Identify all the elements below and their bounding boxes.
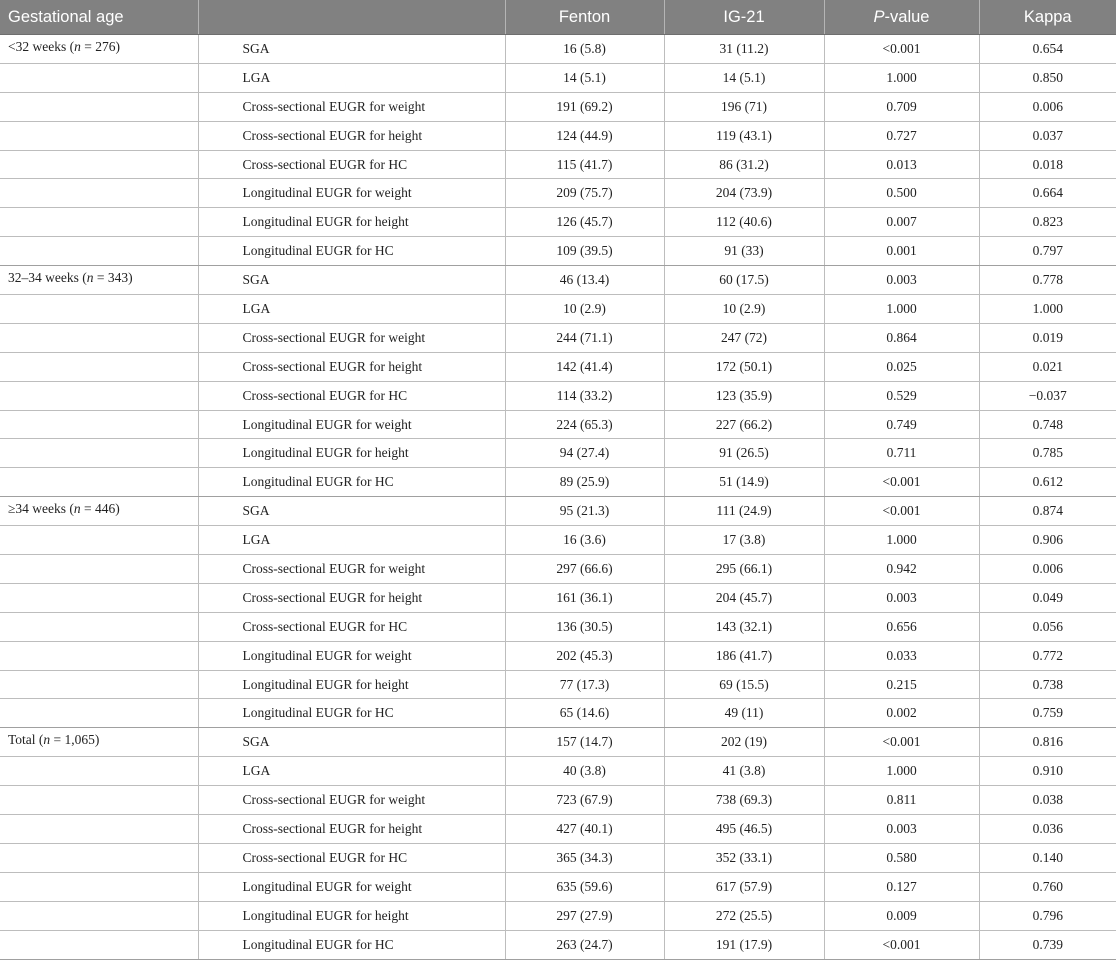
group-label-prefix: ≥34 weeks ( [8,501,74,517]
fenton-value-cell: 89 (25.9) [505,468,664,497]
p-value-cell: 0.711 [824,439,979,468]
measure-cell: LGA [198,757,505,786]
kappa-value-cell: 0.140 [979,843,1116,872]
fenton-value-cell: 16 (3.6) [505,526,664,555]
fenton-value-cell: 46 (13.4) [505,266,664,295]
table-row [0,728,1116,757]
fenton-value-cell: 297 (66.6) [505,555,664,584]
kappa-value-cell: 0.738 [979,670,1116,699]
table-row [0,295,1116,324]
measure-cell: Cross-sectional EUGR for height [198,583,505,612]
kappa-value-cell: 0.823 [979,208,1116,237]
ig21-value-cell: 186 (41.7) [664,641,824,670]
measure-cell: SGA [198,266,505,295]
table-row [0,323,1116,352]
fenton-value-cell: 723 (67.9) [505,786,664,815]
kappa-value-cell: 0.850 [979,63,1116,92]
table-row [0,583,1116,612]
group-label-cell [0,410,198,439]
fenton-value-cell: 124 (44.9) [505,121,664,150]
ig21-value-cell: 10 (2.9) [664,295,824,324]
header-measure [198,0,505,35]
measure-cell: LGA [198,63,505,92]
table-body [0,35,1116,960]
table-row [0,670,1116,699]
ig21-value-cell: 295 (66.1) [664,555,824,584]
group-label-cell [0,757,198,786]
group-label-cell [0,872,198,901]
measure-cell: Longitudinal EUGR for weight [198,641,505,670]
table-row [0,555,1116,584]
group-label-cell [0,352,198,381]
measure-cell: Longitudinal EUGR for height [198,439,505,468]
ig21-value-cell: 617 (57.9) [664,872,824,901]
group-label-cell [0,266,198,295]
header-row [0,0,1116,35]
group-label-cell [0,930,198,959]
group-label-n: n [86,270,94,286]
fenton-value-cell: 10 (2.9) [505,295,664,324]
p-value-cell: 0.864 [824,323,979,352]
fenton-value-cell: 94 (27.4) [505,439,664,468]
kappa-value-cell: 0.816 [979,728,1116,757]
group-label-cell [0,641,198,670]
fenton-value-cell: 65 (14.6) [505,699,664,728]
kappa-value-cell: 0.664 [979,179,1116,208]
measure-cell: LGA [198,295,505,324]
group-label-cell [0,381,198,410]
ig21-value-cell: 738 (69.3) [664,786,824,815]
p-value-cell: 0.003 [824,815,979,844]
table-header [0,0,1116,35]
kappa-value-cell: 0.036 [979,815,1116,844]
group-label-prefix: 32–34 weeks ( [8,270,87,286]
group-label-cell [0,63,198,92]
group-label-cell [0,815,198,844]
ig21-value-cell: 172 (50.1) [664,352,824,381]
ig21-value-cell: 143 (32.1) [664,612,824,641]
header-p-italic: P [873,7,885,26]
table-row [0,526,1116,555]
ig21-value-cell: 111 (24.9) [664,497,824,526]
fenton-value-cell: 142 (41.4) [505,352,664,381]
ig21-value-cell: 272 (25.5) [664,901,824,930]
kappa-value-cell: −0.037 [979,381,1116,410]
table-row [0,699,1116,728]
ig21-value-cell: 202 (19) [664,728,824,757]
table-row [0,237,1116,266]
kappa-value-cell: 0.654 [979,35,1116,64]
ig21-value-cell: 60 (17.5) [664,266,824,295]
kappa-value-cell: 0.006 [979,92,1116,121]
fenton-value-cell: 297 (27.9) [505,901,664,930]
fenton-value-cell: 77 (17.3) [505,670,664,699]
p-value-cell: 0.709 [824,92,979,121]
fenton-value-cell: 224 (65.3) [505,410,664,439]
p-value-cell: <0.001 [824,497,979,526]
measure-cell: Cross-sectional EUGR for height [198,815,505,844]
fenton-value-cell: 191 (69.2) [505,92,664,121]
table-row [0,468,1116,497]
fenton-value-cell: 126 (45.7) [505,208,664,237]
fenton-value-cell: 16 (5.8) [505,35,664,64]
ig21-value-cell: 91 (26.5) [664,439,824,468]
p-value-cell: <0.001 [824,728,979,757]
p-value-cell: 0.749 [824,410,979,439]
fenton-value-cell: 115 (41.7) [505,150,664,179]
ig21-value-cell: 112 (40.6) [664,208,824,237]
measure-cell: Longitudinal EUGR for weight [198,410,505,439]
p-value-cell: 0.811 [824,786,979,815]
table-row [0,497,1116,526]
header-gestational-age: Gestational age [0,0,198,35]
ig21-value-cell: 91 (33) [664,237,824,266]
p-value-cell: 0.002 [824,699,979,728]
p-value-cell: 0.215 [824,670,979,699]
measure-cell: Cross-sectional EUGR for height [198,352,505,381]
group-label-cell [0,35,198,64]
kappa-value-cell: 0.874 [979,497,1116,526]
fenton-value-cell: 114 (33.2) [505,381,664,410]
group-label-cell [0,843,198,872]
kappa-value-cell: 0.006 [979,555,1116,584]
p-value-cell: 0.003 [824,583,979,612]
kappa-value-cell: 0.910 [979,757,1116,786]
group-label-suffix: = 1,065) [50,732,100,748]
p-value-cell: 1.000 [824,295,979,324]
fenton-value-cell: 40 (3.8) [505,757,664,786]
measure-cell: Longitudinal EUGR for HC [198,699,505,728]
kappa-value-cell: 0.760 [979,872,1116,901]
measure-cell: Longitudinal EUGR for weight [198,179,505,208]
table-row [0,612,1116,641]
group-label-cell [0,150,198,179]
kappa-value-cell: 0.759 [979,699,1116,728]
ig21-value-cell: 123 (35.9) [664,381,824,410]
ig21-value-cell: 31 (11.2) [664,35,824,64]
kappa-value-cell: 0.739 [979,930,1116,959]
header-p-value [824,0,979,35]
group-label-cell [0,323,198,352]
kappa-value-cell: 0.778 [979,266,1116,295]
measure-cell: Longitudinal EUGR for height [198,901,505,930]
group-label-n: n [74,39,81,54]
ig21-value-cell: 196 (71) [664,92,824,121]
table-row [0,757,1116,786]
group-label-cell [0,497,198,526]
table-row [0,266,1116,295]
p-value-cell: 1.000 [824,526,979,555]
group-label-suffix: = 446) [80,501,120,517]
p-value-cell: 0.127 [824,872,979,901]
p-value-cell: <0.001 [824,930,979,959]
table-row [0,786,1116,815]
table-row [0,843,1116,872]
table-row [0,410,1116,439]
p-value-cell: 0.500 [824,179,979,208]
measure-cell: Longitudinal EUGR for HC [198,468,505,497]
p-value-cell: 1.000 [824,757,979,786]
kappa-value-cell: 0.748 [979,410,1116,439]
p-value-cell: 0.001 [824,237,979,266]
group-label-n: n [73,501,81,517]
header-ig21: IG-21 [664,0,824,35]
ig21-value-cell: 191 (17.9) [664,930,824,959]
ig21-value-cell: 119 (43.1) [664,121,824,150]
measure-cell: Cross-sectional EUGR for HC [198,150,505,179]
ig21-value-cell: 17 (3.8) [664,526,824,555]
measure-cell: SGA [198,728,505,757]
p-value-cell: 0.025 [824,352,979,381]
kappa-value-cell: 0.021 [979,352,1116,381]
group-label-cell [0,786,198,815]
measure-cell: SGA [198,497,505,526]
group-label-cell [0,901,198,930]
measure-cell: Cross-sectional EUGR for weight [198,786,505,815]
kappa-value-cell: 0.797 [979,237,1116,266]
group-label-cell [0,237,198,266]
p-value-cell: 0.033 [824,641,979,670]
fenton-value-cell: 244 (71.1) [505,323,664,352]
group-label-prefix: <32 weeks ( [8,39,75,54]
fenton-value-cell: 263 (24.7) [505,930,664,959]
ig21-value-cell: 495 (46.5) [664,815,824,844]
p-value-cell: 0.942 [824,555,979,584]
p-value-cell: <0.001 [824,468,979,497]
table-row [0,208,1116,237]
p-value-cell: 0.009 [824,901,979,930]
header-fenton: Fenton [505,0,664,35]
table-row [0,815,1116,844]
table-row [0,439,1116,468]
kappa-value-cell: 0.772 [979,641,1116,670]
table-row [0,901,1116,930]
kappa-value-cell: 1.000 [979,295,1116,324]
measure-cell: Longitudinal EUGR for height [198,208,505,237]
table-row [0,352,1116,381]
p-value-cell: 0.529 [824,381,979,410]
table-row [0,63,1116,92]
group-label-cell [0,468,198,497]
measure-cell: Cross-sectional EUGR for HC [198,843,505,872]
group-label-cell [0,208,198,237]
measure-cell: Cross-sectional EUGR for weight [198,323,505,352]
ig21-value-cell: 204 (73.9) [664,179,824,208]
ig21-value-cell: 352 (33.1) [664,843,824,872]
fenton-value-cell: 161 (36.1) [505,583,664,612]
fenton-value-cell: 427 (40.1) [505,815,664,844]
fenton-value-cell: 136 (30.5) [505,612,664,641]
table-row [0,179,1116,208]
kappa-value-cell: 0.796 [979,901,1116,930]
fenton-value-cell: 635 (59.6) [505,872,664,901]
group-label-suffix: = 276) [80,39,120,54]
ig21-value-cell: 86 (31.2) [664,150,824,179]
fenton-value-cell: 202 (45.3) [505,641,664,670]
fenton-value-cell: 109 (39.5) [505,237,664,266]
ig21-value-cell: 69 (15.5) [664,670,824,699]
ig21-value-cell: 49 (11) [664,699,824,728]
measure-cell: Cross-sectional EUGR for HC [198,612,505,641]
group-label-cell [0,121,198,150]
kappa-value-cell: 0.019 [979,323,1116,352]
table-row [0,92,1116,121]
ig21-value-cell: 227 (66.2) [664,410,824,439]
measure-cell: SGA [198,35,505,64]
group-label-cell [0,728,198,757]
table-row [0,150,1116,179]
header-kappa: Kappa [979,0,1116,35]
p-value-cell: 0.656 [824,612,979,641]
group-label-cell [0,439,198,468]
ig21-value-cell: 204 (45.7) [664,583,824,612]
group-label-cell [0,699,198,728]
fenton-value-cell: 157 (14.7) [505,728,664,757]
group-label-cell [0,179,198,208]
measure-cell: Longitudinal EUGR for height [198,670,505,699]
measure-cell: Longitudinal EUGR for HC [198,237,505,266]
measure-cell: Longitudinal EUGR for weight [198,872,505,901]
p-value-cell: 0.727 [824,121,979,150]
ig21-value-cell: 41 (3.8) [664,757,824,786]
p-value-cell: <0.001 [824,35,979,64]
fenton-value-cell: 95 (21.3) [505,497,664,526]
kappa-value-cell: 0.018 [979,150,1116,179]
measure-cell: Cross-sectional EUGR for weight [198,92,505,121]
measure-cell: LGA [198,526,505,555]
measure-cell: Longitudinal EUGR for HC [198,930,505,959]
p-value-cell: 0.580 [824,843,979,872]
measure-cell: Cross-sectional EUGR for weight [198,555,505,584]
kappa-value-cell: 0.049 [979,583,1116,612]
group-label-cell [0,555,198,584]
kappa-value-cell: 0.906 [979,526,1116,555]
group-label-cell [0,92,198,121]
kappa-value-cell: 0.785 [979,439,1116,468]
table-row [0,121,1116,150]
p-value-cell: 0.003 [824,266,979,295]
group-label-cell [0,612,198,641]
group-label-cell [0,583,198,612]
p-value-cell: 0.013 [824,150,979,179]
ig21-value-cell: 247 (72) [664,323,824,352]
measure-cell: Cross-sectional EUGR for HC [198,381,505,410]
group-label-cell [0,526,198,555]
group-label-prefix: Total ( [8,732,44,748]
table-row [0,872,1116,901]
kappa-value-cell: 0.612 [979,468,1116,497]
group-label-cell [0,295,198,324]
ig21-value-cell: 51 (14.9) [664,468,824,497]
header-p-suffix: -value [884,7,930,26]
ig21-value-cell: 14 (5.1) [664,63,824,92]
kappa-value-cell: 0.037 [979,121,1116,150]
table-row [0,641,1116,670]
table-row [0,930,1116,959]
fenton-value-cell: 365 (34.3) [505,843,664,872]
group-label-suffix: = 343) [93,270,133,286]
measure-cell: Cross-sectional EUGR for height [198,121,505,150]
p-value-cell: 0.007 [824,208,979,237]
p-value-cell: 1.000 [824,63,979,92]
group-label-n: n [43,732,51,748]
table-row [0,35,1116,64]
fenton-value-cell: 209 (75.7) [505,179,664,208]
kappa-value-cell: 0.038 [979,786,1116,815]
fenton-value-cell: 14 (5.1) [505,63,664,92]
kappa-value-cell: 0.056 [979,612,1116,641]
table-row [0,381,1116,410]
group-label-cell [0,670,198,699]
